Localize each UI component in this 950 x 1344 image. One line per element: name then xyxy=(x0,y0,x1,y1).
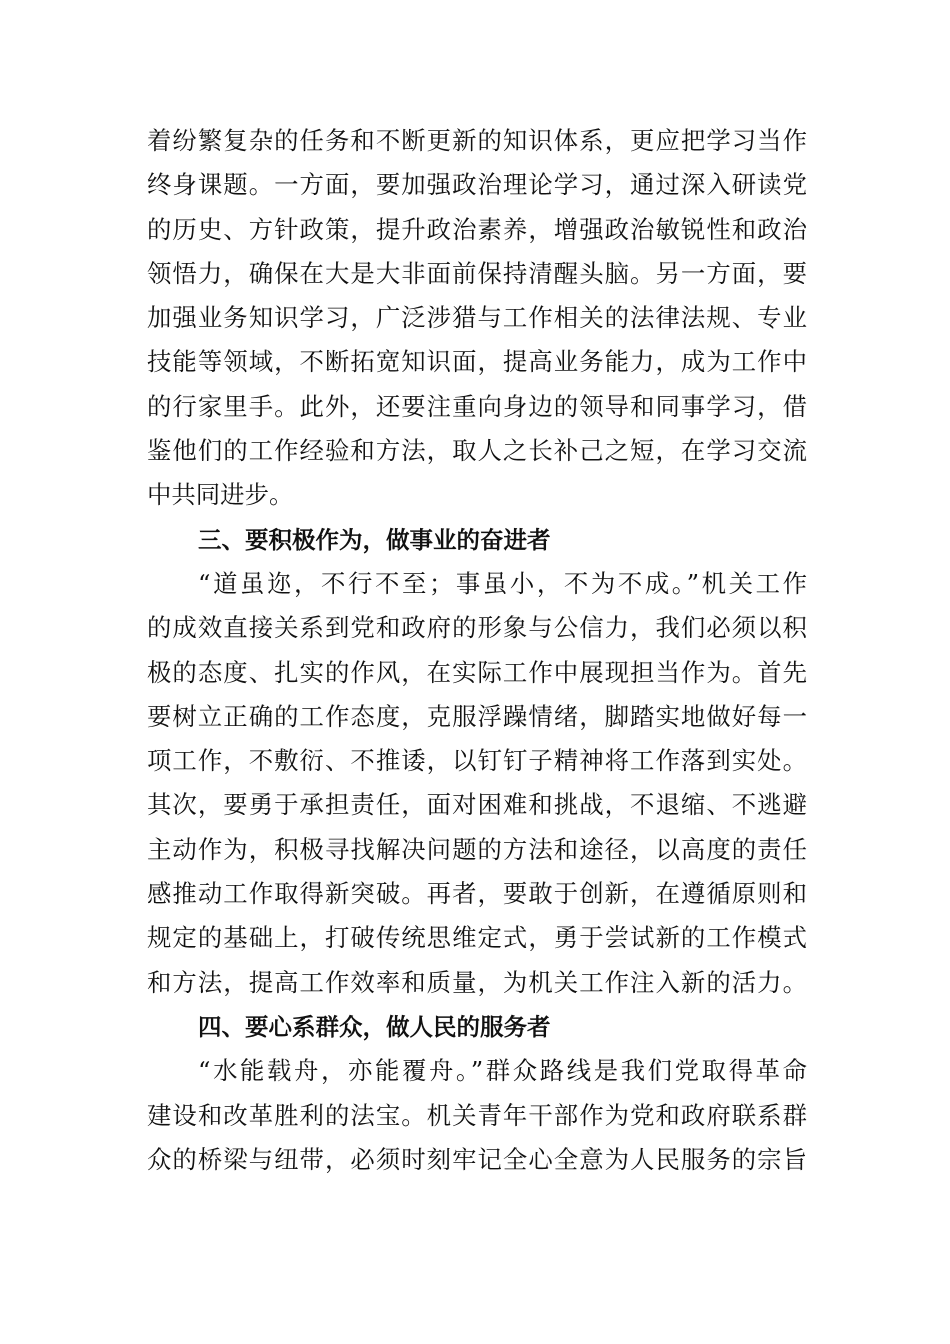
text-line: 极的态度、扎实的作风，在实际工作中展现担当作为。首先 xyxy=(147,657,807,687)
text-line: 和方法，提高工作效率和质量，为机关工作注入新的活力。 xyxy=(147,967,807,997)
text-line: 领悟力，确保在大是大非面前保持清醒头脑。另一方面，要 xyxy=(147,258,807,288)
text-line: 的历史、方针政策，提升政治素养，增强政治敏锐性和政治 xyxy=(147,214,807,244)
section-heading-3: 三、要积极作为，做事业的奋进者 xyxy=(198,525,551,554)
text-line: 要树立正确的工作态度，克服浮躁情绪，脚踏实地做好每一 xyxy=(147,701,807,731)
text-line: 技能等领域，不断拓宽知识面，提高业务能力，成为工作中 xyxy=(147,347,807,377)
text-line: 项工作，不敷衍、不推诿，以钉钉子精神将工作落到实处。 xyxy=(147,746,807,776)
text-line: 中共同进步。 xyxy=(147,480,294,510)
text-line: 规定的基础上，打破传统思维定式，勇于尝试新的工作模式 xyxy=(147,923,807,953)
text-line: 主动作为，积极寻找解决问题的方法和途径，以高度的责任 xyxy=(147,834,807,864)
text-line: 着纷繁复杂的任务和不断更新的知识体系，更应把学习当作 xyxy=(147,126,807,155)
section-heading-4: 四、要心系群众，做人民的服务者 xyxy=(198,1012,551,1041)
text-line: 鉴他们的工作经验和方法，取人之长补己之短，在学习交流 xyxy=(147,436,807,466)
text-line: “道虽迩，不行不至；事虽小，不为不成。”机关工作 xyxy=(198,568,807,598)
paragraph-masses xyxy=(147,1049,807,1182)
paragraph-action xyxy=(147,562,807,1005)
text-line: “水能载舟，亦能覆舟。”群众路线是我们党取得革命 xyxy=(198,1056,807,1086)
document-body xyxy=(147,119,807,1182)
text-line: 众的桥梁与纽带，必须时刻牢记全心全意为人民服务的宗旨 xyxy=(147,1144,807,1174)
text-line: 建设和改革胜利的法宝。机关青年干部作为党和政府联系群 xyxy=(147,1100,807,1130)
text-line: 加强业务知识学习，广泛涉猎与工作相关的法律法规、专业 xyxy=(147,303,807,333)
text-line: 的行家里手。此外，还要注重向身边的领导和同事学习，借 xyxy=(147,391,807,421)
text-line: 感推动工作取得新突破。再者，要敢于创新，在遵循原则和 xyxy=(147,879,807,909)
text-line: 终身课题。一方面，要加强政治理论学习，通过深入研读党 xyxy=(147,170,807,200)
paragraph-study xyxy=(147,119,807,518)
text-line: 的成效直接关系到党和政府的形象与公信力，我们必须以积 xyxy=(147,613,807,643)
text-line: 其次，要勇于承担责任，面对困难和挑战，不退缩、不逃避 xyxy=(147,790,807,820)
